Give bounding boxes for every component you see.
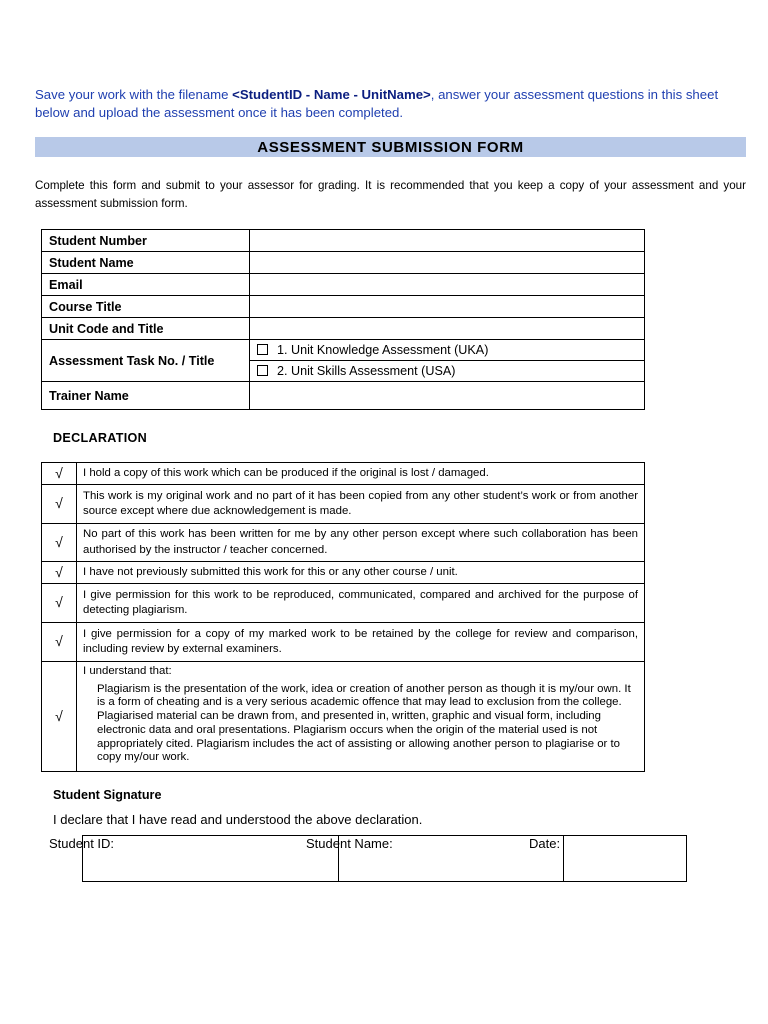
student-name-field[interactable] [250,252,645,274]
check-mark-icon: √ [42,584,77,623]
table-row [42,230,645,252]
declaration-plagiarism-item [77,662,645,772]
declaration-row [42,584,645,623]
unit-code-label: Unit Code and Title [42,318,250,340]
check-mark-icon: √ [42,524,77,562]
table-row [42,252,645,274]
unit-code-field[interactable] [250,318,645,340]
signature-heading: Student Signature [53,788,162,802]
filename-pattern: <StudentID - Name - UnitName> [232,87,431,102]
email-label: Email [42,274,250,296]
declaration-row [42,485,645,524]
table-row [42,318,645,340]
checkbox-uka[interactable] [257,344,268,355]
table-row [42,382,645,410]
form-title: ASSESSMENT SUBMISSION FORM [35,137,746,157]
student-name-label: Student Name: [306,836,393,851]
task-option-usa-label: 2. Unit Skills Assessment (USA) [277,364,456,378]
student-number-label: Student Number [42,230,250,252]
plagiarism-definition: Plagiarism is the presentation of the work, idea or creation of another person as though it is my/our own. It is a form of cheating and is a very serious academic offence that may lead to exclusion from the college. Plagiarised material can be drawn from, and presented in, written, graphic and visual form, including electronic data and oral presentations. Plagiarism occurs when the origin of the material used is not appropriately cited. Plagiarism includes the act of assisting or allowing another person to plagiarise or to copy my/our work. [97,682,631,764]
student-info-table [41,229,645,410]
table-row [42,296,645,318]
email-field[interactable] [250,274,645,296]
declaration-row [42,662,645,772]
declaration-row [42,463,645,485]
check-mark-icon: √ [42,562,77,584]
task-option-uka-label: 1. Unit Knowledge Assessment (UKA) [277,343,489,357]
declaration-row [42,562,645,584]
student-name-label: Student Name [42,252,250,274]
student-number-field[interactable] [250,230,645,252]
filename-instructions [35,86,751,121]
course-title-field[interactable] [250,296,645,318]
signature-statement: I declare that I have read and understood the above declaration. [53,812,423,827]
checkbox-usa[interactable] [257,365,268,376]
declaration-item: No part of this work has been written for me by any other person except where such collaboration has been authorised by the instructor / teacher concerned. [77,524,645,562]
student-id-field[interactable] [83,836,339,882]
student-id-label: Student ID: [49,836,115,851]
trainer-name-field[interactable] [250,382,645,410]
declaration-heading: DECLARATION [53,431,148,445]
declaration-item: I hold a copy of this work which can be produced if the original is lost / damaged. [77,463,645,485]
declaration-table [41,462,645,772]
check-mark-icon: √ [42,623,77,662]
check-mark-icon: √ [42,463,77,485]
date-field[interactable] [564,836,687,882]
declaration-item: This work is my original work and no part of it has been copied from any other student’s work or from another source except where due acknowledgement is made. [77,485,645,524]
intro-text-after: , answer your assessment questions in this sheet below and upload the assessment once it has been completed. [35,87,719,120]
declaration-item: I have not previously submitted this work for this or any other course / unit. [77,562,645,584]
declaration-row [42,524,645,562]
task-option-usa[interactable] [250,361,645,382]
trainer-name-label: Trainer Name [42,382,250,410]
understand-intro: I understand that: [83,665,172,677]
task-option-uka[interactable] [250,340,645,361]
assessment-task-label: Assessment Task No. / Title [42,340,250,382]
declaration-item: I give permission for a copy of my marked work to be retained by the college for review and comparison, including review by external examiners. [77,623,645,662]
check-mark-icon: √ [42,662,77,772]
intro-text-before: Save your work with the filename [35,87,233,102]
table-row [42,274,645,296]
form-guidance: Complete this form and submit to your assessor for grading. It is recommended that you keep a copy of your assessment and your assessment submission form. [35,179,746,210]
declaration-item: I give permission for this work to be reproduced, communicated, compared and archived for the purpose of detecting plagiarism. [77,584,645,623]
date-label: Date: [529,836,561,851]
course-title-label: Course Title [42,296,250,318]
check-mark-icon: √ [42,485,77,524]
declaration-row [42,623,645,662]
table-row [42,340,645,361]
